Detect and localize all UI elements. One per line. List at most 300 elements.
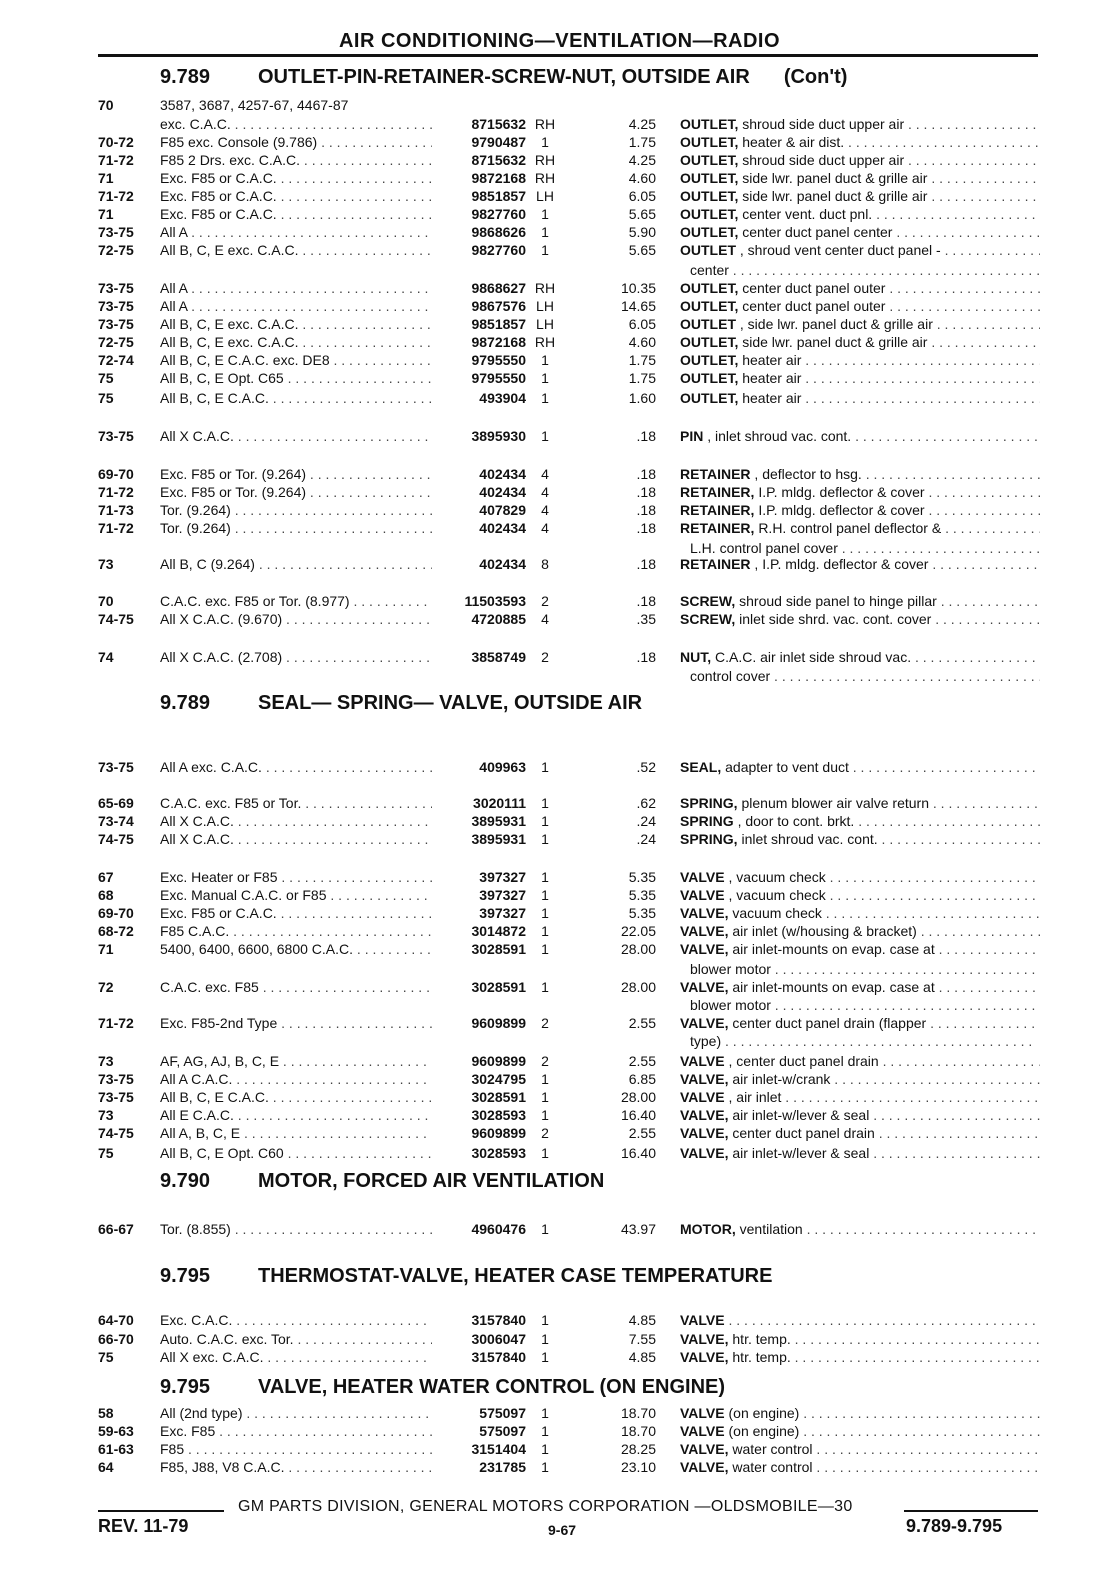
part-name: VALVE [680,1053,725,1069]
part-number: 493904 [479,390,526,406]
part-detail: heater air [742,370,802,386]
application: F85 2 Drs. exc. C.A.C. . . . [160,151,432,169]
part-detail: I.P. mldg. deflector & cover [758,502,925,518]
price: .18 [636,502,656,518]
application: All A, B, C, E . . . [160,1124,432,1142]
part-description [680,389,1040,407]
part-description [680,648,1040,666]
quantity: 1 [541,134,549,150]
part-name: VALVE [680,1089,725,1105]
part-number: 3014872 [471,923,526,939]
part-description [680,592,1040,610]
part-description [680,1014,1040,1032]
application: F85, J88, V8 C.A.C. . . . [160,1458,432,1476]
part-detail: shroud side duct upper air [742,152,905,168]
table-row [98,1404,1040,1422]
quantity: 8 [541,556,549,572]
model-years: 71-72 [98,484,134,500]
part-name: RETAINER, [680,484,755,500]
part-name: VALVE, [680,1071,729,1087]
part-name: VALVE, [680,979,729,995]
quantity: 1 [541,1349,549,1365]
part-name: OUTLET [680,242,736,258]
table-row [98,886,1040,904]
part-detail: (on engine) [728,1405,800,1421]
application: 5400, 6400, 6600, 6800 C.A.C. . . . [160,940,432,958]
table-row [98,151,1040,169]
part-name: SCREW, [680,611,736,627]
header-rule [98,54,1038,57]
table-row [98,315,1040,333]
table-row [98,96,1040,114]
part-number: 397327 [479,887,526,903]
application: Exc. F85 or C.A.C. . . . [160,205,432,223]
application: F85 C.A.C. . . . [160,922,432,940]
part-name: VALVE, [680,941,729,957]
part-name: OUTLET, [680,334,739,350]
quantity: 1 [541,1441,549,1457]
part-number: 9827760 [471,206,526,222]
model-years: 64-70 [98,1312,134,1328]
model-years: 73-75 [98,1089,134,1105]
part-detail: , vacuum check [728,887,826,903]
table-row [98,389,1040,407]
price: 28.25 [620,1441,656,1457]
part-description [680,1404,1040,1422]
part-name: OUTLET, [680,298,739,314]
table-row [98,758,1040,776]
price: 28.00 [620,979,656,995]
table-row [98,1014,1040,1032]
section-number: 9.789 [160,66,211,88]
quantity: 1 [541,813,549,829]
quantity: 1 [541,1221,549,1237]
part-description [680,1052,1040,1070]
part-name: SPRING, [680,831,738,847]
section-heading [160,66,847,89]
footer-page-number: 9-67 [548,1522,577,1538]
part-number: 402434 [479,556,526,572]
part-number: 409963 [479,759,526,775]
part-name: OUTLET, [680,390,739,406]
price: .18 [636,428,656,444]
application: All B, C, E C.A.C. . . . [160,389,432,407]
table-row [98,133,1040,151]
price: 2.55 [628,1015,656,1031]
part-detail: , air inlet [728,1089,782,1105]
part-name: VALVE, [680,1125,729,1141]
part-number: 407829 [479,502,526,518]
application: All B, C, E C.A.C. exc. DE8 . . . [160,351,432,369]
section-title: SEAL— SPRING— VALVE, OUTSIDE AIR [258,692,643,714]
model-years: 68-72 [98,923,134,939]
application: exc. C.A.C. . . . [160,115,432,133]
part-detail: air inlet-w/lever & seal [732,1145,870,1161]
quantity: RH [534,116,556,132]
price: 5.65 [628,242,656,258]
part-description [680,333,1040,351]
quantity: RH [534,170,556,186]
model-years: 71-72 [98,520,134,536]
quantity: 2 [541,1125,549,1141]
application: All A . . . [160,279,432,297]
model-years: 71 [98,941,114,957]
part-detail: air inlet-w/crank [732,1071,831,1087]
quantity: 1 [541,390,549,406]
quantity: 1 [541,1107,549,1123]
table-row [98,1070,1040,1088]
model-years: 75 [98,370,114,386]
part-description [680,297,1040,315]
model-years: 74-75 [98,1125,134,1141]
part-number: 8715632 [471,116,526,132]
part-description [680,868,1040,886]
part-description [680,465,1040,483]
model-years: 64 [98,1459,114,1475]
part-detail: adapter to vent duct [725,759,849,775]
part-number: 9872168 [471,170,526,186]
table-row [98,904,1040,922]
part-number: 3028591 [471,1089,526,1105]
part-detail: shroud side panel to hinge pillar [739,593,937,609]
table-row [98,351,1040,369]
model-years: 74-75 [98,611,134,627]
price: 5.35 [628,869,656,885]
model-years: 74 [98,649,114,665]
price: 2.55 [628,1053,656,1069]
description-continuation: type) . . . [690,1032,1040,1050]
application: All X C.A.C. (2.708) . . . [160,648,432,666]
part-detail: , door to cont. brkt. [737,813,855,829]
section-number: 9.789 [160,692,211,714]
table-row [98,1052,1040,1070]
part-name: RETAINER [680,466,751,482]
quantity: 1 [541,905,549,921]
part-detail: vacuum check [732,905,822,921]
table-row [98,223,1040,241]
part-number: 3020111 [473,795,526,811]
table-row [98,1144,1040,1162]
part-name: OUTLET, [680,170,739,186]
part-description [680,830,1040,848]
part-name: OUTLET, [680,352,739,368]
footer-section-range: 9.789-9.795 [906,1516,1003,1536]
quantity: RH [534,280,556,296]
model-years: 73 [98,1053,114,1069]
part-detail: side lwr. panel duct & grille air [742,334,928,350]
part-detail: center duct panel outer [742,280,886,296]
table-row [98,922,1040,940]
price: 22.05 [620,923,656,939]
quantity: RH [534,152,556,168]
table-row [98,169,1040,187]
part-name: RETAINER, [680,502,755,518]
part-name: OUTLET, [680,370,739,386]
model-years: 71 [98,206,114,222]
quantity: 4 [541,466,549,482]
model-years: 75 [98,1349,114,1365]
part-description [680,241,1040,259]
price: 28.00 [620,941,656,957]
part-number: 3028593 [471,1145,526,1161]
part-name: MOTOR, [680,1221,736,1237]
model-years: 75 [98,390,114,406]
part-description [680,223,1040,241]
part-detail: , inlet shroud vac. cont. [707,428,852,444]
model-years: 69-70 [98,466,134,482]
part-description [680,205,1040,223]
part-number: 3006047 [471,1331,526,1347]
table-row [98,868,1040,886]
part-number: 3895931 [471,813,526,829]
part-detail: air inlet (w/housing & bracket) [732,923,917,939]
section-title: OUTLET-PIN-RETAINER-SCREW-NUT, OUTSIDE AIR [258,66,750,88]
part-number: 4720885 [471,611,526,627]
application: All A C.A.C. . . . [160,1070,432,1088]
application: All (2nd type) . . . [160,1404,432,1422]
price: .18 [636,556,656,572]
footer-corporation: GM PARTS DIVISION, GENERAL MOTORS CORPORATION —OLDSMOBILE—30 [238,1498,853,1515]
quantity: 1 [541,1459,549,1475]
part-number: 9868627 [471,280,526,296]
application: All B, C, E Opt. C60 . . . [160,1144,432,1162]
part-detail: side lwr. panel duct & grille air [742,188,928,204]
table-row [98,333,1040,351]
part-detail: (on engine) [728,1423,800,1439]
price: 5.65 [628,206,656,222]
part-description [680,1144,1040,1162]
model-years: 73-75 [98,298,134,314]
model-years: 72-74 [98,352,134,368]
part-description [680,279,1040,297]
application: Exc. Heater or F85 . . . [160,868,432,886]
part-name: OUTLET, [680,134,739,150]
application: Exc. F85-2nd Type . . . [160,1014,432,1032]
part-detail: center vent. duct pnl. [742,206,873,222]
part-name: VALVE, [680,905,729,921]
price: 28.00 [620,1089,656,1105]
part-detail: plenum blower air valve return [741,795,929,811]
part-name: SPRING [680,813,734,829]
part-detail: R.H. control panel deflector & [758,520,942,536]
quantity: 4 [541,484,549,500]
model-years: 69-70 [98,905,134,921]
part-number: 9795550 [471,352,526,368]
part-detail: , side lwr. panel duct & grille air [739,316,933,332]
application: All E C.A.C. . . . [160,1106,432,1124]
part-name: VALVE, [680,1441,729,1457]
model-years: 68 [98,887,114,903]
part-name: VALVE, [680,1331,729,1347]
part-detail: heater air [742,390,802,406]
part-detail: inlet side shrd. vac. cont. cover [739,611,932,627]
table-row [98,501,1040,519]
price: 1.60 [628,390,656,406]
application: All X C.A.C. . . . [160,427,432,445]
quantity: 1 [541,1312,549,1328]
section-title: MOTOR, FORCED AIR VENTILATION [258,1170,605,1192]
part-detail: , deflector to hsg. [754,466,862,482]
application: All X C.A.C. . . . [160,830,432,848]
price: 1.75 [628,352,656,368]
model-years: 73-75 [98,428,134,444]
model-years: 75 [98,1145,114,1161]
application: Auto. C.A.C. exc. Tor. . . . [160,1330,432,1348]
part-detail: inlet shroud vac. cont. [741,831,878,847]
price: .24 [636,831,656,847]
part-number: 9872168 [471,334,526,350]
price: 18.70 [620,1423,656,1439]
price: 1.75 [628,134,656,150]
part-detail: C.A.C. air inlet side shroud vac. [715,649,912,665]
part-description [680,187,1040,205]
quantity: 1 [541,759,549,775]
part-description [680,1311,1040,1329]
application: All B, C, E C.A.C. . . . [160,1088,432,1106]
part-description [680,940,1040,958]
section-continued: (Con't) [783,66,848,88]
price: 4.60 [628,334,656,350]
part-description [680,115,1040,133]
part-detail: I.P. mldg. deflector & cover [758,484,925,500]
model-years: 71-72 [98,152,134,168]
model-years: 65-69 [98,795,134,811]
part-number: 575097 [479,1405,526,1421]
part-number: 9795550 [471,370,526,386]
part-number: 4960476 [471,1221,526,1237]
part-detail: shroud side duct upper air [742,116,905,132]
part-description [680,1106,1040,1124]
table-row [98,483,1040,501]
quantity: 1 [541,1423,549,1439]
part-number: 3895930 [471,428,526,444]
quantity: 1 [541,887,549,903]
part-description [680,133,1040,151]
table-row [98,187,1040,205]
model-years: 72-75 [98,334,134,350]
part-description [680,812,1040,830]
part-name: VALVE [680,1423,725,1439]
part-name: OUTLET, [680,188,739,204]
quantity: 2 [541,1053,549,1069]
part-name: RETAINER, [680,520,755,536]
price: 16.40 [620,1145,656,1161]
part-description [680,555,1040,573]
quantity: 1 [541,242,549,258]
price: 7.55 [628,1331,656,1347]
quantity: 1 [541,428,549,444]
part-number: 3028593 [471,1107,526,1123]
price: .18 [636,484,656,500]
part-description [680,886,1040,904]
table-row [98,830,1040,848]
part-name: VALVE, [680,923,729,939]
price: 4.60 [628,170,656,186]
section-number: 9.795 [160,1376,211,1398]
quantity: 1 [541,1089,549,1105]
part-description [680,483,1040,501]
table-row [98,115,1040,133]
part-number: 3895931 [471,831,526,847]
part-name: SPRING, [680,795,738,811]
price: 5.35 [628,887,656,903]
application: C.A.C. exc. F85 or Tor. . . . [160,794,432,812]
quantity: 1 [541,1145,549,1161]
model-years: 73 [98,1107,114,1123]
part-detail: center duct panel center [742,224,893,240]
quantity: 1 [541,795,549,811]
model-years: 70 [98,593,114,609]
application: F85 exc. Console (9.786) . . . [160,133,432,151]
quantity: 1 [541,831,549,847]
table-row [98,241,1040,259]
price: 10.35 [620,280,656,296]
footer-rule-left [98,1510,224,1512]
part-name: PIN [680,428,704,444]
part-number: 402434 [479,466,526,482]
price: .52 [636,759,656,775]
price: 43.97 [620,1221,656,1237]
part-number: 9868626 [471,224,526,240]
table-row [98,1422,1040,1440]
application: All A . . . [160,223,432,241]
section-number: 9.790 [160,1170,211,1192]
application: 3587, 3687, 4257-67, 4467-87 [160,97,349,113]
part-description [680,610,1040,628]
part-detail: water control [732,1459,813,1475]
footer-revision: REV. 11-79 [98,1516,189,1536]
table-row [98,205,1040,223]
price: 4.25 [628,152,656,168]
application: AF, AG, AJ, B, C, E . . . [160,1052,432,1070]
description-continuation: control cover . . . [690,667,1040,685]
quantity: 1 [541,979,549,995]
part-description [680,427,1040,445]
part-detail: , vacuum check [728,869,826,885]
model-years: 59-63 [98,1423,134,1439]
part-description [680,169,1040,187]
description-continuation: center . . . [690,261,1040,279]
application: All X C.A.C. (9.670) . . . [160,610,432,628]
model-years: 71-73 [98,502,134,518]
application: Exc. F85 . . . [160,1422,432,1440]
part-number: 3858749 [471,649,526,665]
part-detail: htr. temp. [732,1331,791,1347]
table-row [98,427,1040,445]
part-name: VALVE [680,1405,725,1421]
part-detail: center duct panel outer [742,298,886,314]
table-row [98,940,1040,958]
application: Tor. (9.264) . . . [160,501,432,519]
part-name: VALVE [680,887,725,903]
application: Tor. (8.855) . . . [160,1220,432,1238]
application: All B, C (9.264) . . . [160,555,432,573]
price: .18 [636,649,656,665]
model-years: 66-67 [98,1221,134,1237]
part-description [680,1220,1040,1238]
table-row [98,1311,1040,1329]
table-row [98,297,1040,315]
model-years: 73-75 [98,759,134,775]
quantity: 1 [541,352,549,368]
part-name: NUT, [680,649,712,665]
quantity: 4 [541,502,549,518]
model-years: 71-72 [98,1015,134,1031]
part-description [680,904,1040,922]
part-name: VALVE, [680,1349,729,1365]
quantity: 1 [541,923,549,939]
application: Exc. C.A.C. . . . [160,1311,432,1329]
